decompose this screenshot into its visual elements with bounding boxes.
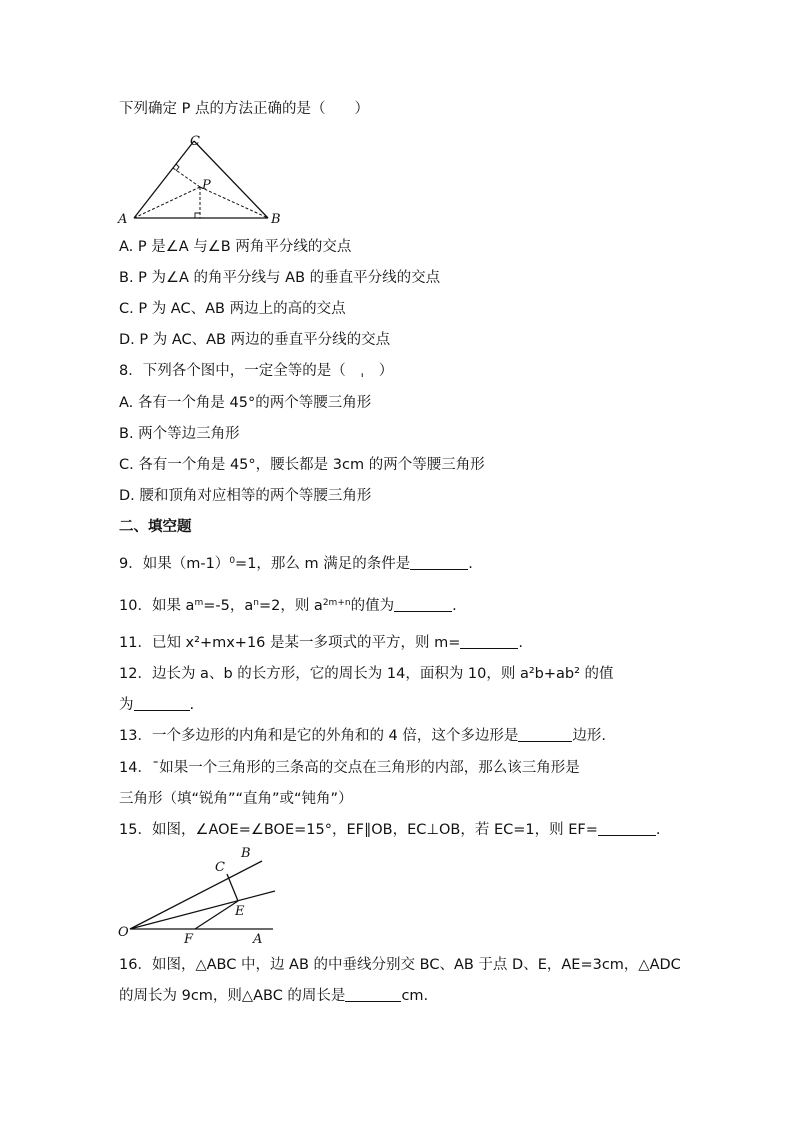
q11-answer-blank[interactable] bbox=[460, 634, 518, 649]
q16-line2 bbox=[119, 986, 428, 1006]
q8-option-b: B. 两个等边三角形 bbox=[119, 426, 240, 442]
q11-period: . bbox=[518, 635, 524, 651]
q7-stem: 下列确定 P 点的方法正确的是（ ） bbox=[119, 101, 369, 117]
q14-line1: 14．ˉ如果一个三角形的三条高的交点在三角形的内部，那么该三角形是 bbox=[119, 760, 580, 776]
q10-exponent-m: m bbox=[194, 598, 204, 608]
q7-label-p: P bbox=[202, 178, 211, 193]
q8-option-a: A. 各有一个角是 45°的两个等腰三角形 bbox=[119, 395, 372, 411]
q14-line2: 三角形（填“锐角”“直角”或“钝角”） bbox=[119, 791, 353, 807]
q13-text-b: 边形. bbox=[572, 728, 607, 744]
q7-option-c: C. P 为 AC、AB 两边上的高的交点 bbox=[119, 301, 346, 317]
q12-line2 bbox=[119, 695, 194, 715]
q15 bbox=[119, 820, 660, 840]
q7-label-a: A bbox=[118, 212, 128, 227]
q12-text: 为 bbox=[119, 697, 134, 713]
q7-option-b: B. P 为∠A 的角平分线与 AB 的垂直平分线的交点 bbox=[119, 270, 441, 286]
q15-period: . bbox=[655, 822, 661, 838]
q13 bbox=[119, 726, 606, 746]
q9-exponent: 0 bbox=[229, 556, 236, 566]
q13-answer-blank[interactable] bbox=[518, 727, 572, 742]
q8-option-c: C. 各有一个角是 45°，腰长都是 3cm 的两个等腰三角形 bbox=[119, 457, 485, 473]
q8-option-d: D. 腰和顶角对应相等的两个等腰三角形 bbox=[119, 488, 372, 504]
q15-label-e: E bbox=[235, 904, 245, 919]
q10-text-a: 10．如果 a bbox=[119, 598, 195, 614]
q12-period: . bbox=[189, 697, 195, 713]
q15-figure bbox=[115, 843, 280, 946]
q15-answer-blank[interactable] bbox=[598, 821, 656, 836]
q7-option-d: D. P 为 AC、AB 两边的垂直平分线的交点 bbox=[119, 332, 391, 348]
q15-label-f: F bbox=[184, 932, 194, 946]
q10-text-c: =2，则 a bbox=[258, 598, 323, 614]
q16-unit: cm. bbox=[401, 988, 429, 1004]
q9 bbox=[119, 554, 473, 574]
q11 bbox=[119, 633, 523, 653]
q15-label-o: O bbox=[118, 925, 129, 940]
q16-text: 的周长为 9cm，则△ABC 的周长是 bbox=[119, 988, 346, 1004]
q9-text-a: 9．如果（m-1） bbox=[119, 556, 230, 572]
q9-text-c: . bbox=[468, 556, 473, 572]
q7-triangle bbox=[134, 141, 268, 218]
q7-figure bbox=[116, 132, 291, 227]
q10-text-d: 的值为 bbox=[350, 598, 395, 614]
q9-answer-blank[interactable] bbox=[410, 555, 468, 570]
q10-exponent-2m-n: 2m+n bbox=[322, 598, 351, 608]
q7-label-c: C bbox=[190, 134, 200, 149]
q11-text: 11．已知 x²+mx+16 是某一多项式的平方，则 m= bbox=[119, 635, 461, 651]
q15-label-c: C bbox=[215, 860, 225, 875]
q16-line1: 16．如图，△ABC 中，边 AB 的中垂线分别交 BC、AB 于点 D、E，AE=3cm，△ADC bbox=[119, 957, 681, 973]
q15-label-a: A bbox=[253, 932, 263, 946]
q10-answer-blank[interactable] bbox=[394, 597, 452, 612]
q16-answer-blank[interactable] bbox=[345, 987, 401, 1002]
q8-stem: 8．下列各个图中，一定全等的是（ ˌ ） bbox=[119, 363, 394, 379]
q10-text-e: . bbox=[452, 598, 457, 614]
q7-label-b: B bbox=[271, 212, 281, 227]
q15-label-b: B bbox=[241, 846, 251, 861]
q12-answer-blank[interactable] bbox=[134, 696, 190, 711]
q15-lines bbox=[130, 861, 275, 929]
q10 bbox=[119, 596, 457, 616]
section-title: 二、填空题 bbox=[119, 519, 192, 535]
q7-option-a: A. P 是∠A 与∠B 两角平分线的交点 bbox=[119, 239, 352, 255]
q15-text: 15．如图，∠AOE=∠BOE=15°，EF∥OB，EC⊥OB，若 EC=1，则 EF= bbox=[119, 822, 598, 838]
q10-exponent-n: n bbox=[253, 598, 259, 608]
q13-text-a: 13．一个多边形的内角和是它的外角和的 4 倍，这个多边形是 bbox=[119, 728, 519, 744]
q10-text-b: =-5，a bbox=[203, 598, 254, 614]
q12-line1: 12．边长为 a、b 的长方形，它的周长为 14，面积为 10，则 a²b+ab² 的值 bbox=[119, 666, 614, 682]
q9-text-b: =1，那么 m 满足的条件是 bbox=[235, 556, 411, 572]
